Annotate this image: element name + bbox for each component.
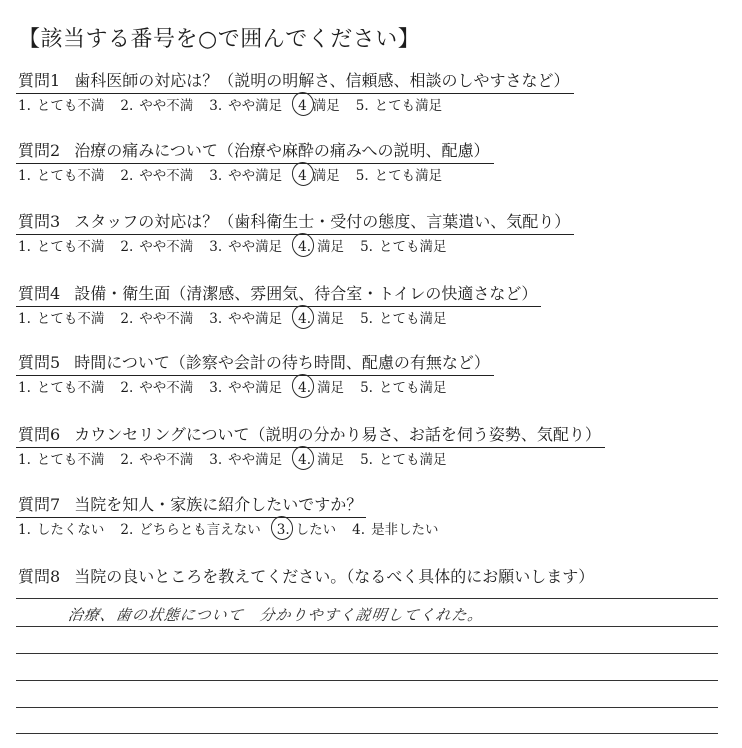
question-3 [16,211,574,257]
question-8 [16,566,598,589]
question-5 [16,352,494,398]
question-6-options [16,450,605,470]
option-label: とても満足 [374,168,443,184]
question-8-number: 質問8 [18,567,61,586]
option-number: 1. [18,380,31,396]
option-number: 2. [120,98,134,114]
option-number: 1. [18,522,31,538]
option-5[interactable] [360,378,446,398]
handwritten-answer: 治療、歯の状態について 分かりやすく説明してくれた。 [66,606,485,624]
question-5-options [16,378,494,398]
option-number: 3. [209,98,223,114]
option-number: 3. [209,452,223,468]
option-number: 2. [120,522,134,538]
option-1[interactable] [18,96,104,116]
option-2[interactable] [120,450,193,470]
question-4 [16,283,541,329]
option-1[interactable] [18,237,104,257]
option-number: 4. [298,452,312,468]
question-3-line [16,211,574,235]
option-number: 5. [360,239,373,255]
question-4-line [16,283,541,307]
question-2 [16,140,494,186]
option-label: とても不満 [36,452,105,468]
option-number: 4. [298,380,312,396]
option-2[interactable] [120,166,193,186]
option-number: 5. [355,168,369,184]
option-label: やや不満 [139,168,194,184]
question-7-number: 質問7 [18,495,61,514]
question-2-text: 治療の痛みについて（治療や麻酔の痛みへの説明、配慮） [74,141,490,160]
question-5-number: 質問5 [18,353,61,372]
answer-line-6 [16,733,718,734]
option-4-selected[interactable] [298,450,344,470]
question-2-line [16,140,494,164]
page-heading: 【該当する番号を○で囲んでください】 [18,27,421,52]
option-label: やや満足 [228,311,283,327]
option-2[interactable] [120,309,193,329]
option-number: 2. [120,168,134,184]
option-4-selected[interactable] [298,166,340,186]
option-4[interactable] [352,520,438,540]
option-number: 1. [18,168,31,184]
question-3-options [16,237,574,257]
question-3-number: 質問3 [18,212,61,231]
option-number: 2. [120,452,134,468]
question-6-number: 質問6 [18,425,61,444]
option-1[interactable] [18,378,104,398]
option-label: やや満足 [228,168,283,184]
option-3[interactable] [209,96,282,116]
answer-line-5 [16,707,718,708]
option-label: やや不満 [139,311,194,327]
option-label: やや不満 [139,380,194,396]
option-1[interactable] [18,166,104,186]
option-5[interactable] [356,166,442,186]
option-2[interactable] [120,237,193,257]
option-label: やや満足 [228,380,283,396]
question-6-line [16,424,605,448]
answer-line-4 [16,680,718,681]
option-label: やや満足 [228,452,283,468]
option-label: やや不満 [139,452,194,468]
option-label: とても満足 [378,452,447,468]
option-label: とても満足 [378,239,447,255]
option-number: 1. [18,239,31,255]
option-label: とても不満 [36,98,105,114]
answer-line-1 [16,598,718,599]
option-number: 3. [276,522,290,538]
option-1[interactable] [18,309,104,329]
option-label: やや満足 [228,239,283,255]
option-3[interactable] [209,450,282,470]
question-7-options [16,520,455,540]
option-number: 5. [360,311,373,327]
option-number: 4 [298,168,307,184]
option-label: とても満足 [374,98,443,114]
option-label: 満足 [312,98,340,114]
option-label: 満足 [317,311,345,327]
option-number: 4. [298,239,312,255]
question-6-text: カウンセリングについて（説明の分かり易さ、お話を伺う姿勢、気配り） [74,425,601,444]
option-number: 5. [360,452,373,468]
option-4-selected[interactable] [298,309,344,329]
option-number: 3. [209,311,223,327]
option-label: とても満足 [378,311,447,327]
option-3[interactable] [209,309,282,329]
option-number: 1. [18,98,31,114]
option-label: やや不満 [139,98,194,114]
option-number: 3. [209,168,223,184]
option-number: 4. [352,522,366,538]
option-number: 3. [209,239,223,255]
question-7-line [16,494,366,518]
answer-line-2 [16,626,718,627]
option-label: したい [295,522,337,538]
option-number: 5. [355,98,369,114]
option-5[interactable] [360,309,446,329]
option-label: とても不満 [36,311,105,327]
option-label: したくない [36,522,105,538]
option-label: とても満足 [378,380,447,396]
question-8-line [16,566,598,589]
option-3-selected[interactable] [277,520,336,540]
question-4-text: 設備・衛生面（清潔感、雰囲気、待合室・トイレの快適さなど） [74,284,538,303]
option-5[interactable] [360,450,446,470]
option-4-selected[interactable] [298,96,340,116]
question-7-text: 当院を知人・家族に紹介したいですか？ [74,495,363,514]
option-label: やや不満 [139,239,194,255]
option-2[interactable] [120,378,193,398]
option-4-selected[interactable] [298,378,344,398]
option-label: 満足 [317,452,345,468]
option-4-selected[interactable] [298,237,344,257]
option-label: 満足 [312,168,340,184]
question-1-line [16,70,574,94]
option-1[interactable] [18,450,104,470]
option-number: 2. [120,239,134,255]
question-1-options [16,96,574,116]
question-4-options [16,309,541,329]
question-5-text: 時間について（診察や会計の待ち時間、配慮の有無など） [74,353,490,372]
option-3[interactable] [209,378,282,398]
option-number: 2. [120,311,134,327]
question-4-number: 質問4 [18,284,61,303]
option-label: 是非したい [371,522,439,538]
option-number: 2. [120,380,134,396]
option-number: 4. [298,311,312,327]
option-label: とても不満 [36,239,105,255]
question-8-text: 当院の良いところを教えてください。（なるべく具体的にお願いします） [74,567,595,586]
option-number: 3. [209,380,223,396]
option-2[interactable] [120,520,260,540]
question-5-line [16,352,494,376]
option-label: とても不満 [36,168,105,184]
option-number: 5. [360,380,373,396]
question-2-number: 質問2 [18,141,61,160]
question-1-text: 歯科医師の対応は？（説明の明解さ、信頼感、相談のしやすさなど） [74,71,570,90]
question-7 [16,494,455,540]
answer-line-3 [16,653,718,654]
option-label: 満足 [317,239,345,255]
option-5[interactable] [360,237,446,257]
option-number: 1. [18,452,31,468]
option-1[interactable] [18,520,104,540]
option-label: とても不満 [36,380,105,396]
option-label: 満足 [317,380,345,396]
question-6 [16,424,605,470]
question-1 [16,70,574,116]
question-2-options [16,166,494,186]
option-number: 4 [298,98,307,114]
option-label: どちらとも言えない [139,522,261,538]
option-number: 1. [18,311,31,327]
option-label: やや満足 [228,98,283,114]
option-2[interactable] [120,96,193,116]
option-3[interactable] [209,237,282,257]
option-5[interactable] [356,96,442,116]
option-3[interactable] [209,166,282,186]
question-3-text: スタッフの対応は？（歯科衛生士・受付の態度、言葉遣い、気配り） [74,212,571,231]
question-1-number: 質問1 [18,71,61,90]
